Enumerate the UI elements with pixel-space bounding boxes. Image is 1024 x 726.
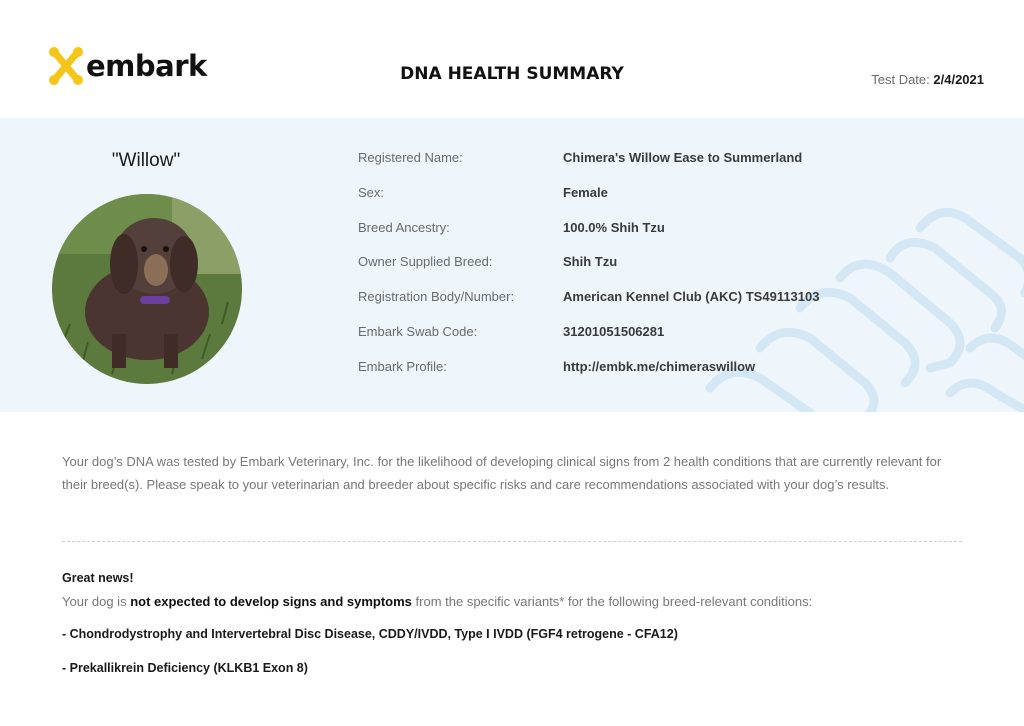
dog-photo-image	[52, 194, 242, 384]
decorative-pattern-icon	[690, 198, 1024, 412]
detail-label: Embark Swab Code:	[358, 323, 478, 339]
test-date-label: Test Date:	[871, 72, 930, 87]
dog-profile-band	[0, 118, 1024, 412]
sentence-suffix: from the specific variants* for the following breed-relevant conditions:	[411, 594, 813, 609]
profile-link[interactable]: http://embk.me/chimeraswillow	[563, 358, 756, 374]
dashed-divider	[62, 541, 962, 542]
report-header	[0, 0, 1024, 118]
intro-paragraph: Your dog’s DNA was tested by Embark Veterinary, Inc. for the likelihood of developing clinical signs from 2 health conditions that are currently relevant for their breed(s). Please speak to your veterinarian and breeder about specific risks and care recommendations associated with your dog’s results.	[62, 454, 942, 492]
detail-label: Embark Profile:	[358, 358, 447, 374]
dog-name: "Willow"	[111, 150, 181, 171]
dog-photo	[52, 194, 242, 384]
sentence-emphasis: not expected to develop signs and symptoms	[130, 594, 412, 609]
detail-label: Breed Ancestry:	[358, 219, 450, 235]
results-sentence	[62, 594, 812, 609]
detail-value: 31201051506281	[563, 323, 665, 339]
page-title: DNA HEALTH SUMMARY	[400, 64, 624, 84]
brand-name: embark	[86, 48, 207, 83]
condition-item: - Prekallikrein Deficiency (KLKB1 Exon 8)	[62, 661, 308, 675]
detail-label: Registered Name:	[358, 150, 463, 165]
detail-label: Registration Body/Number:	[358, 289, 515, 305]
detail-value: 100.0% Shih Tzu	[563, 219, 665, 235]
results-heading: Great news!	[62, 571, 134, 585]
detail-label: Owner Supplied Breed:	[358, 254, 493, 270]
condition-item: - Chondrodystrophy and Intervertebral Disc Disease, CDDY/IVDD, Type I IVDD (FGF4 retrogene - CFA12)	[62, 627, 678, 641]
detail-value: American Kennel Club (AKC) TS49113103	[563, 289, 820, 305]
test-date	[871, 72, 984, 87]
detail-value: Chimera's Willow Ease to Summerland	[563, 150, 803, 165]
test-date-value: 2/4/2021	[933, 72, 984, 87]
detail-label: Sex:	[358, 184, 385, 200]
detail-value: Female	[563, 184, 608, 200]
sentence-prefix: Your dog is	[62, 594, 131, 609]
detail-value: Shih Tzu	[563, 254, 618, 270]
